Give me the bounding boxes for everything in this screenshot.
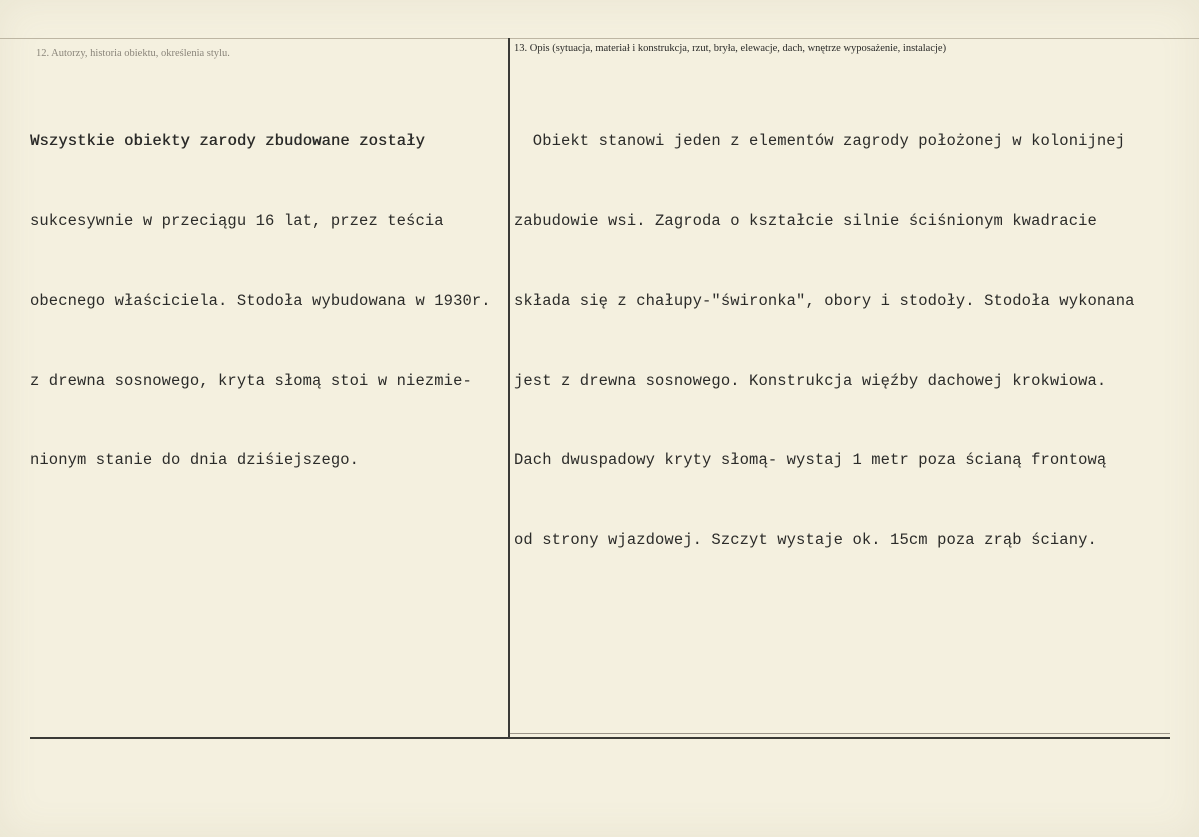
typed-line: Dach dwuspadowy kryty słomą- wystaj 1 metr poza ścianą frontową [514, 451, 1107, 470]
column-divider [508, 38, 510, 739]
section-13-typed-text [514, 75, 1135, 607]
typed-line: składa się z chałupy-"świronka", obory i stodoły. Stodoła wykonana [514, 291, 1135, 310]
typed-line: sukcesywnie w przeciągu 16 lat, przez teścia [30, 211, 444, 230]
typed-line: z drewna sosnowego, kryta słomą stoi w niezmie- [30, 371, 472, 390]
bottom-rule [30, 737, 1170, 739]
typed-line: od strony wjazdowej. Szczyt wystaje ok. 15cm poza zrąb ściany. [514, 531, 1097, 550]
typed-line: obecnego właściciela. Stodoła wybudowana w 1930r. [30, 291, 491, 310]
bottom-rule-faint [510, 733, 1170, 734]
typed-line: nionym stanie do dnia dziśiejszego. [30, 451, 360, 470]
section-12-heading: 12. Autorzy, historia obiektu, określenia stylu. [36, 48, 230, 59]
typed-line: Obiekt stanowi jeden z elementów zagrody położonej w kolonijnej [514, 132, 1126, 151]
section-12-typed-text [30, 75, 491, 527]
section-13-heading: 13. Opis (sytuacja, materiał i konstrukcja, rzut, bryła, elewacje, dach, wnętrze wyposażenie, instalacje) [514, 43, 947, 54]
top-rule [0, 38, 1199, 39]
typed-line: Wszystkie obiekty zarody zbudowane zostały [30, 132, 425, 151]
typed-line: zabudowie wsi. Zagroda o kształcie silnie ściśnionym kwadracie [514, 211, 1097, 230]
typed-line: jest z drewna sosnowego. Konstrukcja więźby dachowej krokwiowa. [514, 371, 1107, 390]
